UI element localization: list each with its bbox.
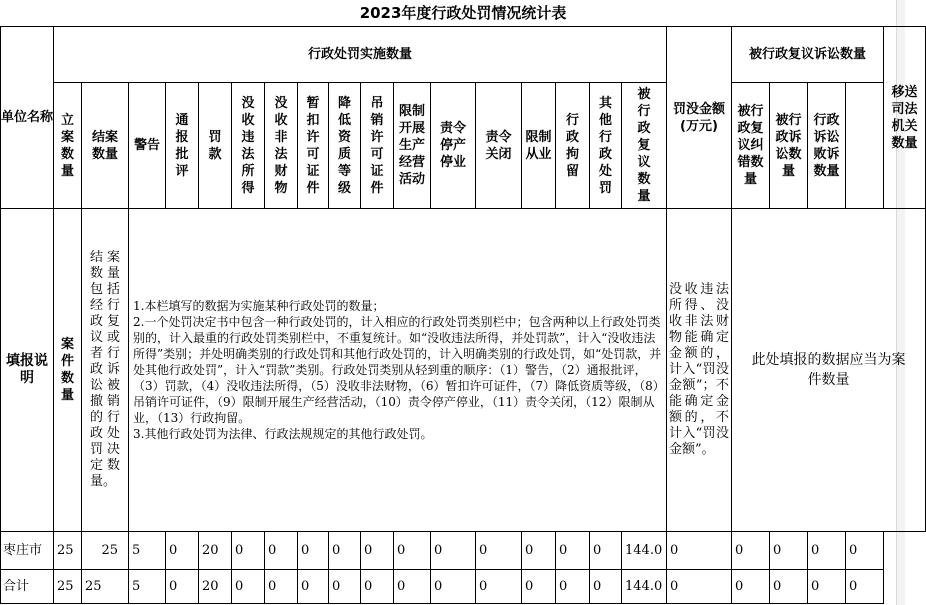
value-cell: 25 (82, 570, 129, 604)
col-notice: 通报批评 (166, 83, 199, 209)
unit-header: 单位名称 (1, 27, 54, 209)
instruction-line: 2.一个处罚决定书中包含一种行政处罚的，计入相应的行政处罚类别栏中；包含两种以上行政处罚类别的，计入最重的行政处罚类别栏中，不重复统计。如“没收违法所得，并处罚款”，计入“没收违法所得”类别；并处明确类别的行政处罚和其他行政处罚的，计入明确类别的行政处罚，如“处罚款，并处其他行政处罚”，计入“罚款”类别。行政处罚类别从轻到重的顺序：（1）警告，（2）通报批评，（3）罚款，（4）没收违法所得，（5）没收非法财物，（6）暂扣许可证件，（7）降低资质等级，（8）吊销许可证件，（9）限制开展生产经营活动，（10）责令停产停业，（11）责令关闭，（12）限制从业，（13）行政拘留。 (133, 315, 662, 425)
col-fine: 罚款 (199, 83, 232, 209)
value-cell: 0 (590, 570, 622, 604)
col-litigation-lost: 行政诉讼败诉数量 (808, 83, 846, 209)
value-cell: 25 (82, 532, 129, 570)
value-cell: 0 (770, 532, 808, 570)
value-cell: 0 (846, 570, 884, 604)
col-review-corrected: 被行政复议纠错数量 (732, 83, 770, 209)
value-cell: 0 (556, 532, 590, 570)
value-cell: 0 (732, 570, 770, 604)
value-cell: 0 (232, 532, 265, 570)
col-suspend-production: 责令停产停业 (431, 83, 476, 209)
col-filed: 立案数量 (54, 83, 82, 209)
value-cell: 0 (329, 532, 361, 570)
col-restrict-practice: 限制从业 (522, 83, 556, 209)
value-cell: 0 (476, 570, 522, 604)
confiscation-header: 罚没金额(万元) (667, 27, 732, 209)
value-cell: 0 (431, 532, 476, 570)
instructions-case-count: 案件数量 (54, 209, 82, 532)
value-cell: 0 (732, 532, 770, 570)
value-cell: 0 (394, 532, 431, 570)
value-cell: 144.0 (622, 570, 667, 604)
table-row (1, 570, 926, 604)
value-cell: 0 (667, 570, 732, 604)
instructions-closed-note: 结案数量包括经行政复议或者行政诉讼被撤销的行政处罚决定数量。 (82, 209, 129, 532)
value-cell: 0 (808, 570, 846, 604)
value-cell: 0 (265, 532, 298, 570)
value-cell: 0 (298, 532, 329, 570)
col-other-penalty: 其他行政处罚 (590, 83, 622, 209)
value-cell: 0 (522, 532, 556, 570)
unit-cell: 枣庄市 (1, 532, 54, 570)
value-cell: 0 (667, 532, 732, 570)
instruction-line: 1.本栏填写的数据为实施某种行政处罚的数量； (133, 299, 385, 313)
value-cell: 0 (770, 570, 808, 604)
instructions-review-note: 此处填报的数据应当为案件数量 (732, 209, 926, 532)
col-suspend-license: 暂扣许可证件 (298, 83, 329, 209)
col-confiscate-property: 没收非法财物 (265, 83, 298, 209)
impl-group-header: 行政处罚实施数量 (54, 27, 667, 83)
instructions-main (129, 209, 667, 532)
value-cell: 0 (361, 570, 394, 604)
value-cell: 0 (808, 532, 846, 570)
value-cell: 0 (166, 532, 199, 570)
value-cell: 0 (556, 570, 590, 604)
instructions-money-note: 没收违法所得、没收非法财物能确定金额的，计入“罚没金额”；不能确定金额的，不计入“罚没金额”。 (667, 209, 732, 532)
value-cell: 0 (329, 570, 361, 604)
value-cell: 5 (129, 532, 166, 570)
value-cell: 5 (129, 570, 166, 604)
value-cell: 0 (476, 532, 522, 570)
transfer-header: 移送司法机关数量 (884, 27, 926, 209)
value-cell: 0 (431, 570, 476, 604)
value-cell: 25 (54, 532, 82, 570)
unit-cell: 合计 (1, 570, 54, 604)
col-litigation: 被行政诉讼数量 (770, 83, 808, 209)
value-cell: 0 (590, 532, 622, 570)
value-cell: 20 (199, 570, 232, 604)
value-cell: 0 (298, 570, 329, 604)
table-row (1, 532, 926, 570)
value-cell: 0 (846, 532, 884, 570)
review-group-header: 被行政复议诉讼数量 (732, 27, 884, 83)
value-cell: 20 (199, 532, 232, 570)
value-cell: 0 (394, 570, 431, 604)
value-cell: 0 (232, 570, 265, 604)
col-detention: 行政拘留 (556, 83, 590, 209)
col-review: 被行政复议数量 (622, 83, 667, 209)
col-lower-qualification: 降低资质等级 (329, 83, 361, 209)
col-warning: 警告 (129, 83, 166, 209)
col-revoke-license: 吊销许可证件 (361, 83, 394, 209)
col-order-close: 责令关闭 (476, 83, 522, 209)
value-cell: 0 (166, 570, 199, 604)
col-confiscate-income: 没收违法所得 (232, 83, 265, 209)
col-restrict-business: 限制开展生产经营活动 (394, 83, 431, 209)
value-cell: 0 (265, 570, 298, 604)
value-cell: 144.0 (622, 532, 667, 570)
value-cell: 25 (54, 570, 82, 604)
value-cell: 0 (361, 532, 394, 570)
page-title: 2023年度行政处罚情况统计表 (359, 3, 567, 22)
instructions-label: 填报说明 (1, 209, 54, 532)
instruction-line: 3.其他行政处罚为法律、行政法规规定的其他行政处罚。 (133, 427, 433, 441)
value-cell: 0 (522, 570, 556, 604)
col-closed: 结案数量 (82, 83, 129, 209)
